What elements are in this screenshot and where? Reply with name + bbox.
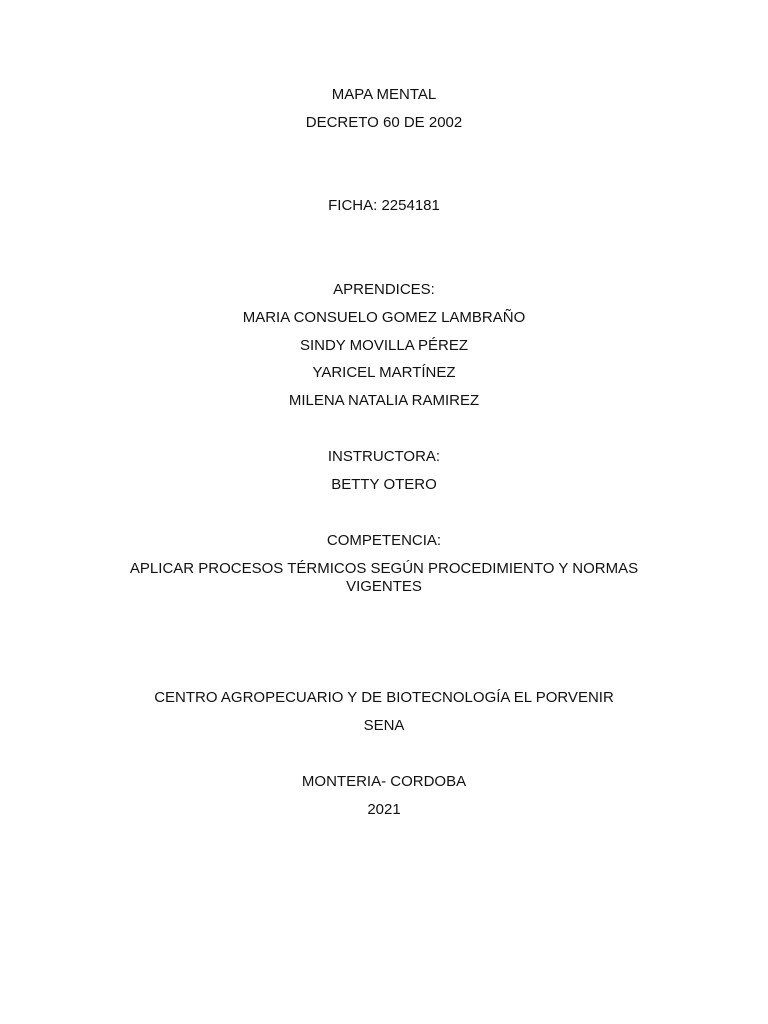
aprendiz-name: MARIA CONSUELO GOMEZ LAMBRAÑO	[242, 309, 526, 326]
aprendiz-name: SINDY MOVILLA PÉREZ	[299, 337, 469, 354]
aprendiz-name: MILENA NATALIA RAMIREZ	[288, 392, 480, 409]
centro-name: CENTRO AGROPECUARIO Y DE BIOTECNOLOGÍA EL PORVENIR	[154, 689, 614, 706]
city-location: MONTERIA- CORDOBA	[301, 773, 467, 790]
instructora-label: INSTRUCTORA:	[327, 448, 441, 465]
document-subtitle: DECRETO 60 DE 2002	[305, 114, 463, 131]
document-year: 2021	[367, 801, 401, 818]
aprendiz-name: YARICEL MARTÍNEZ	[312, 364, 456, 381]
institucion-name: SENA	[363, 717, 405, 734]
aprendices-label: APRENDICES:	[333, 281, 435, 298]
document-title: MAPA MENTAL	[331, 86, 437, 103]
competencia-text: APLICAR PROCESOS TÉRMICOS SEGÚN PROCEDIMIENTO Y NORMAS VIGENTES	[129, 560, 639, 595]
instructora-name: BETTY OTERO	[331, 476, 437, 493]
competencia-label: COMPETENCIA:	[326, 532, 442, 549]
ficha-number: FICHA: 2254181	[328, 197, 440, 214]
